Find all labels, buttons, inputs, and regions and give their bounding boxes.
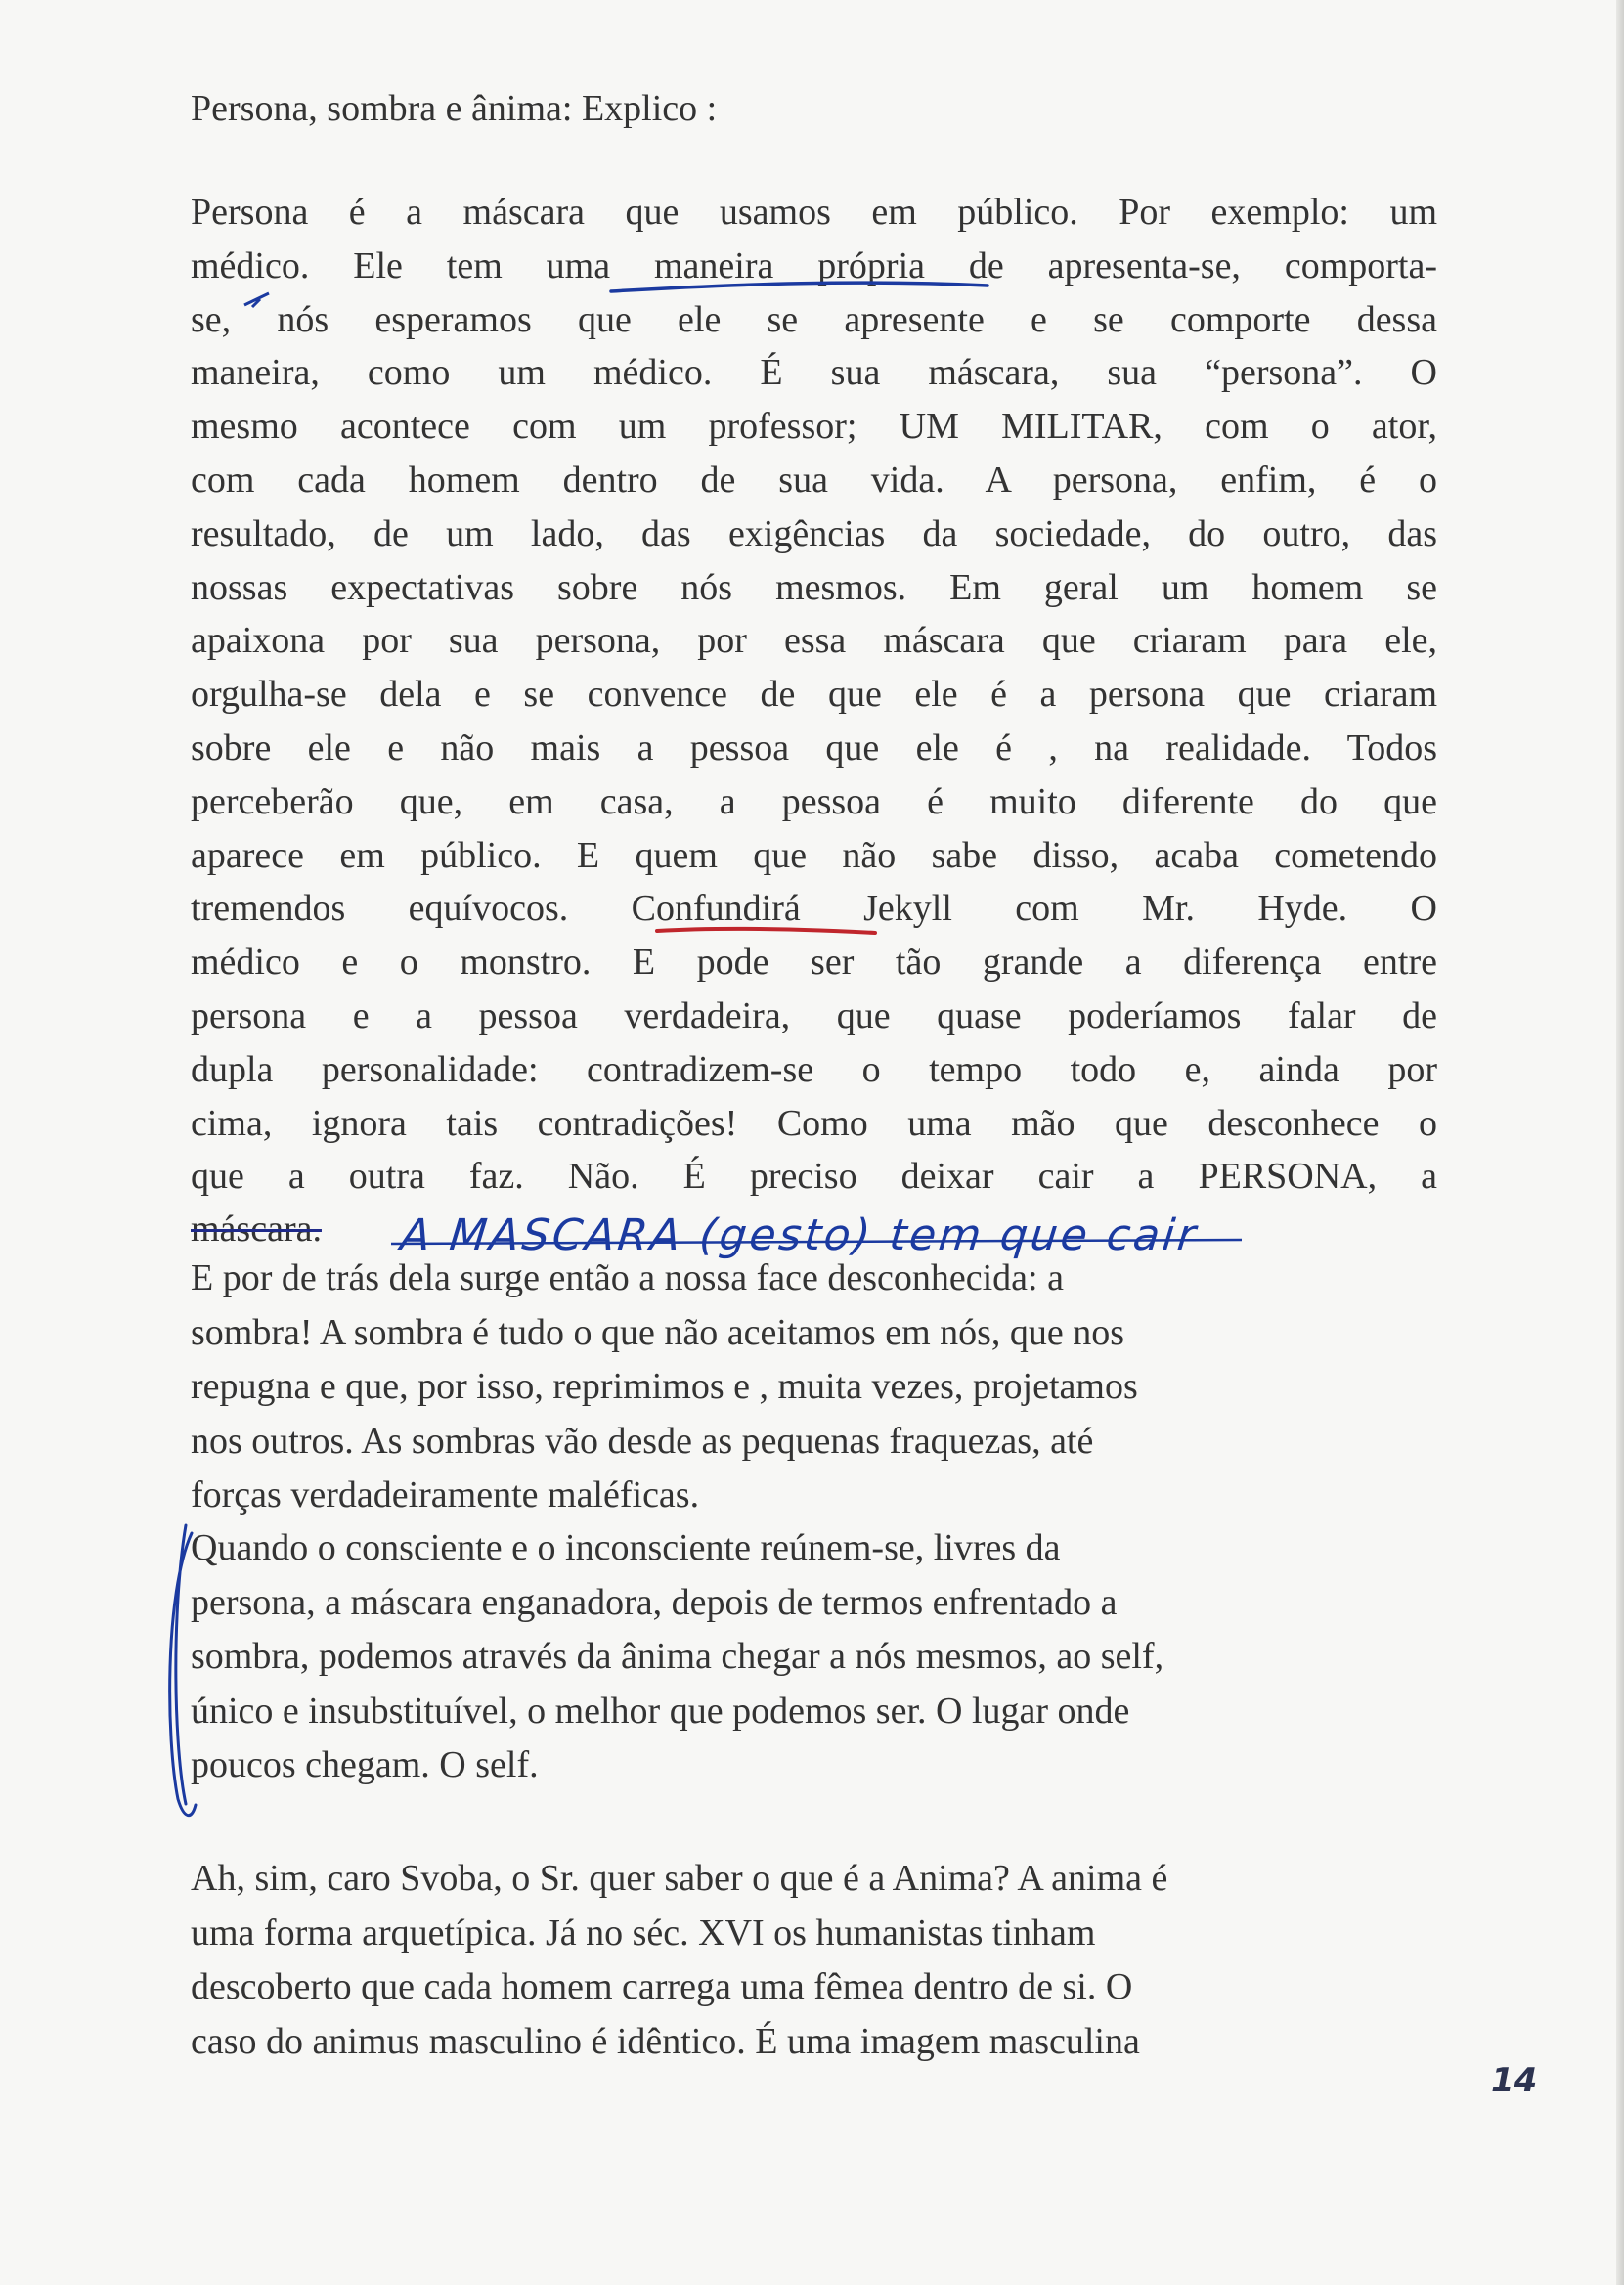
paragraph-anima [191, 1852, 1437, 2069]
text-line: sombra, podemos através da ânima chegar a nós mesmos, ao self, [191, 1636, 1164, 1677]
text-line: nossas expectativas sobre nós mesmos. Em geral um homem se [191, 566, 1437, 608]
text-line: resultado, de um lado, das exigências da sociedade, do outro, das [191, 512, 1437, 554]
text-line: orgulha-se dela e se convence de que ele é a persona que criaram [191, 674, 1437, 716]
text-line: único e insubstituível, o melhor que podemos ser. O lugar onde [191, 1690, 1130, 1732]
paragraph-sombra [191, 1252, 1437, 1523]
text-line: uma forma arquetípica. Já no séc. XVI os humanistas tinham [191, 1911, 1096, 1954]
text-line: sombra! A sombra é tudo o que não aceitamos em nós, que nos [191, 1311, 1125, 1353]
text-line: poucos chegam. O self. [191, 1744, 539, 1785]
document-title: Persona, sombra e ânima: Explico : [191, 88, 718, 129]
text-line: nos outros. As sombras vão desde as pequenas fraquezas, até [191, 1420, 1094, 1462]
paragraph-self [191, 1521, 1437, 1793]
text-line: tremendos equívocos. Confundirá Jekyll com Mr. Hyde. O [191, 888, 1437, 930]
text-line: descoberto que cada homem carrega uma fêmea dentro de si. O [191, 1966, 1133, 2007]
text-line: com cada homem dentro de sua vida. A persona, enfim, é o [191, 459, 1437, 501]
text-line: perceberão que, em casa, a pessoa é muito diferente do que [191, 780, 1437, 822]
text-line: cima, ignora tais contradições! Como uma mão que desconhece o [191, 1102, 1437, 1144]
text-line: caso do animus masculino é idêntico. É uma imagem masculina [191, 2020, 1140, 2062]
text-line: persona e a pessoa verdadeira, que quase poderíamos falar de [191, 994, 1437, 1036]
text-line: médico e o monstro. E pode ser tão grande a diferença entre [191, 942, 1437, 984]
text-line: aparece em público. E quem que não sabe disso, acaba cometendo [191, 834, 1437, 876]
text-line: apaixona por sua persona, por essa máscara que criaram para ele, [191, 620, 1437, 662]
text-line: mesmo acontece com um professor; UM MILITAR, com o ator, [191, 406, 1437, 448]
handwritten-note: A MASCARA (gesto) tem que cair [398, 1210, 1202, 1260]
struck-word: máscara. [191, 1208, 322, 1250]
text-line: dupla personalidade: contradizem-se o tempo todo e, ainda por [191, 1048, 1437, 1090]
text-line: que a outra faz. Não. É preciso deixar cair a PERSONA, a [191, 1156, 1437, 1198]
text-line: E por de trás dela surge então a nossa face desconhecida: a [191, 1257, 1064, 1298]
text-line: forças verdadeiramente maléficas. [191, 1474, 700, 1516]
text-line: médico. Ele tem uma maneira própria de apresenta-se, comporta- [191, 244, 1437, 286]
text-line: Ah, sim, caro Svoba, o Sr. quer saber o que é a Anima? A anima é [191, 1858, 1168, 1899]
text-line: persona, a máscara enganadora, depois de termos enfrentado a [191, 1581, 1118, 1623]
text-line: se, nós esperamos que ele se apresente e se comporte dessa [191, 298, 1437, 340]
text-line: maneira, como um médico. É sua máscara, sua “persona”. O [191, 352, 1437, 394]
page-edge-shadow [1616, 0, 1624, 2285]
page-number: 14 [1491, 2061, 1538, 2100]
text-line: repugna e que, por isso, reprimimos e , muita vezes, projetamos [191, 1366, 1138, 1407]
paragraph-persona [191, 186, 1437, 1204]
text-line: Quando o consciente e o inconsciente reúnem-se, livres da [191, 1527, 1061, 1568]
text-line: sobre ele e não mais a pessoa que ele é , na realidade. Todos [191, 726, 1437, 769]
text-line: Persona é a máscara que usamos em público. Por exemplo: um [191, 192, 1437, 233]
